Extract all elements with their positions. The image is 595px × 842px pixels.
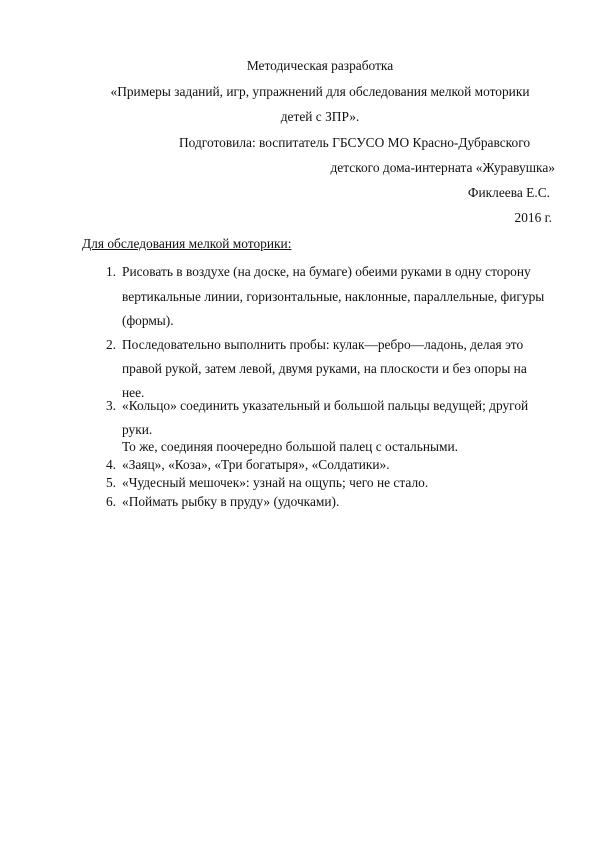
document-title: Методическая разработка	[246, 58, 394, 73]
list-item-text: «Заяц», «Коза», «Три богатыря», «Солдатики».	[122, 457, 390, 472]
list-item-text: «Чудесный мешочек»: узнай на ощупь; чего не стало.	[122, 475, 429, 490]
list-item-text: «Поймать рыбку в пруду» (удочками).	[122, 494, 340, 509]
list-item-number: 6.	[105, 494, 116, 509]
list-item-number: 5.	[105, 475, 116, 490]
list-item-text: Рисовать в воздухе (на доске, на бумаге) обеими руками в одну сторону	[122, 264, 531, 279]
list-item-text: вертикальные линии, горизонтальные, наклонные, параллельные, фигуры	[122, 289, 545, 304]
list-item-text: (формы).	[122, 313, 174, 328]
document-subtitle-line-2: детей с ЗПР».	[280, 109, 360, 124]
list-item-text: То же, соединяя поочередно большой палец с остальными.	[122, 439, 458, 454]
list-item-number: 1.	[105, 264, 116, 279]
list-item-text: правой рукой, затем левой, двумя руками, на плоскости и без опоры на	[122, 361, 527, 376]
list-item-text: «Кольцо» соединить указательный и большой пальцы ведущей; другой	[122, 398, 529, 413]
list-item-number: 3.	[105, 398, 116, 413]
author-line-1: Подготовила: воспитатель ГБСУСО МО Красно-Дубравского	[179, 135, 531, 150]
section-heading: Для обследования мелкой моторики:	[82, 236, 292, 251]
list-item-number: 2.	[105, 337, 116, 352]
author-line-2: детского дома-интерната «Журавушка»	[330, 160, 555, 175]
list-item-text: руки.	[122, 422, 153, 437]
document-subtitle-line-1: «Примеры заданий, игр, упражнений для обследования мелкой моторики	[110, 84, 530, 99]
list-item-text: Последовательно выполнить пробы: кулак—ребро—ладонь, делая это	[122, 337, 524, 352]
document-year: 2016 г.	[514, 210, 552, 225]
list-item-number: 4.	[105, 457, 116, 472]
list-item-text: нее.	[122, 385, 145, 400]
author-name: Фиклеева Е.С.	[467, 185, 550, 200]
